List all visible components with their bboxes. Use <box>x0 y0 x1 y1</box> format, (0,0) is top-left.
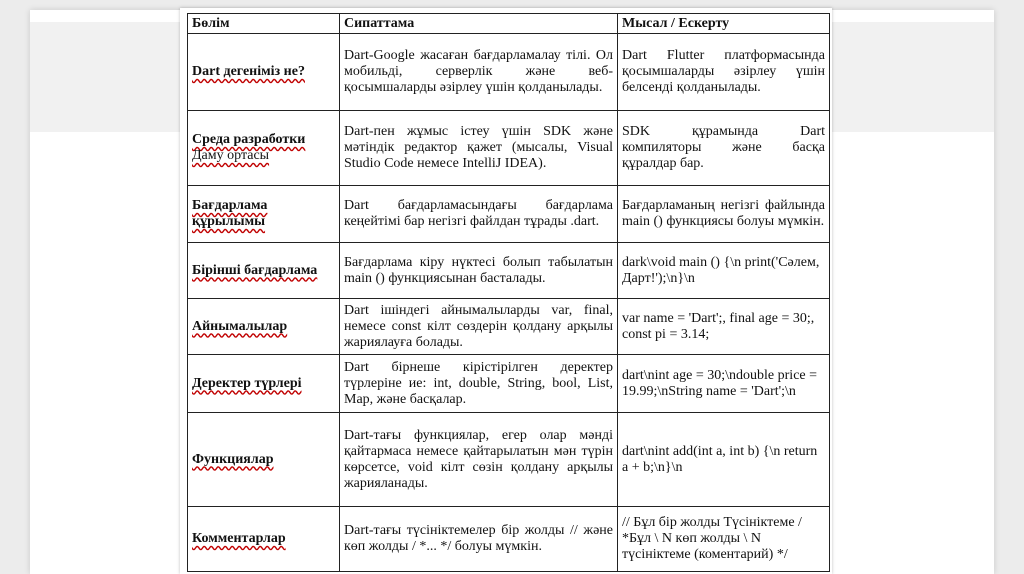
row-section <box>188 507 340 572</box>
section-title: Функциялар <box>192 451 274 467</box>
row-example: dark\void main () {\n print('Сәлем, Дарт!');\n}\n <box>618 243 830 299</box>
table-row <box>188 413 830 507</box>
section-title: Среда разработки <box>192 132 306 147</box>
header-description: Сипаттама <box>340 14 618 34</box>
row-description: Бағдарлама кіру нүктесі болып табылатын main () функциясынан басталады. <box>340 243 618 299</box>
row-example: Бағдарламаның негізгі файлында main () функциясы болуы мүмкін. <box>618 186 830 243</box>
table-header-row <box>188 14 830 34</box>
dart-table <box>187 13 830 572</box>
section-subtitle: Даму ортасы <box>192 148 270 163</box>
row-example: dart\nint add(int a, int b) {\n return a + b;\n}\n <box>618 413 830 507</box>
row-description: Dart ішіндегі айнымалыларды var, final, немесе const кілт сөздерін қолдану арқылы жариялауға болады. <box>340 299 618 355</box>
table-row <box>188 34 830 111</box>
section-title: Айнымалылар <box>192 318 288 334</box>
row-description: Dart бірнеше кірістірілген деректер түрлеріне ие: int, double, String, bool, List, Map, және басқалар. <box>340 355 618 413</box>
row-description: Dart бағдарламасындағы бағдарлама кеңейтімі бар негізгі файлдан тұрады .dart. <box>340 186 618 243</box>
table-row <box>188 111 830 186</box>
row-description: Dart-тағы түсініктемелер бір жолды // және көп жолды / *... */ болуы мүмкін. <box>340 507 618 572</box>
row-section <box>188 243 340 299</box>
table-row <box>188 186 830 243</box>
row-example: SDK құрамында Dart компиляторы және басқа құралдар бар. <box>618 111 830 186</box>
table-row <box>188 507 830 572</box>
header-example: Мысал / Ескерту <box>618 14 830 34</box>
row-section <box>188 355 340 413</box>
row-description: Dart-пен жұмыс істеу үшін SDK және мәтіндік редактор қажет (мысалы, Visual Studio Code немесе IntelliJ IDEA). <box>340 111 618 186</box>
row-section <box>188 299 340 355</box>
row-section <box>188 186 340 243</box>
table-row <box>188 355 830 413</box>
section-title: Dart дегеніміз не? <box>192 64 305 79</box>
header-section: Бөлім <box>188 14 340 34</box>
section-title: Комментарлар <box>192 531 286 546</box>
table-row <box>188 243 830 299</box>
table-row <box>188 299 830 355</box>
row-section <box>188 413 340 507</box>
section-title: Бірінші бағдарлама <box>192 262 318 278</box>
row-example: Dart Flutter платформасында қосымшаларды әзірлеу үшін белсенді қолданылады. <box>618 34 830 111</box>
row-section <box>188 111 340 186</box>
row-example: var name = 'Dart';, final age = 30;, const pi = 3.14; <box>618 299 830 355</box>
row-description: Dart-тағы функциялар, егер олар мәнді қайтармаса немесе қайтарылатын мән түрін көрсетсе, void кілт сөзін қолдану арқылы жарияланады. <box>340 413 618 507</box>
section-title: Деректер түрлері <box>192 375 302 391</box>
row-description: Dart-Google жасаған бағдарламалау тілі. Ол мобильді, серверлік және веб-қосымшаларды әзірлеу үшін қолданылады. <box>340 34 618 111</box>
section-title: Бағдарлама құрылымы <box>192 198 268 229</box>
row-example: // Бұл бір жолды Түсініктеме / *Бұл \ N көп жолды \ N түсініктеме (коментарий) */ <box>618 507 830 572</box>
row-section <box>188 34 340 111</box>
row-example: dart\nint age = 30;\ndouble price = 19.99;\nString name = 'Dart';\n <box>618 355 830 413</box>
document-image <box>180 8 832 574</box>
